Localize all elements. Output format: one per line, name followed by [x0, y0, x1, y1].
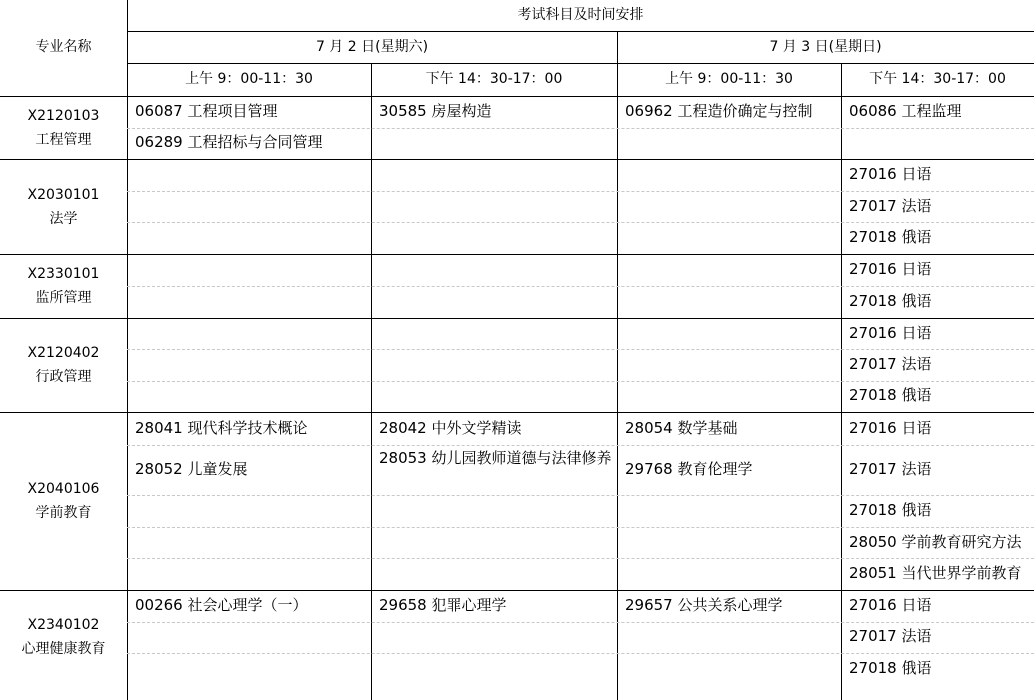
grid-line — [127, 31, 1034, 32]
major-name: 行政管理 — [35, 369, 92, 385]
major-name: 学前教育 — [35, 505, 92, 521]
major-name-cell — [0, 341, 127, 389]
exam-course-entry: 27016 日语 — [849, 596, 932, 614]
exam-course-entry: 29658 犯罪心理学 — [379, 596, 507, 614]
row-divider-dashed — [127, 381, 1034, 382]
major-name: 监所管理 — [35, 290, 92, 306]
exam-course-entry: 27017 法语 — [849, 627, 932, 645]
exam-course-entry: 27017 法语 — [849, 355, 932, 373]
exam-course-entry: 06289 工程招标与合同管理 — [135, 133, 323, 151]
exam-course-entry: 29657 公共关系心理学 — [625, 596, 783, 614]
major-column-header: 专业名称 — [35, 39, 92, 55]
major-name-cell — [0, 613, 127, 661]
row-divider-dashed — [127, 653, 1034, 654]
exam-course-entry: 27016 日语 — [849, 260, 932, 278]
major-code: X2330101 — [27, 266, 100, 282]
exam-course-entry: 28041 现代科学技术概论 — [135, 419, 308, 437]
grid-line — [0, 96, 1034, 97]
row-divider-dashed — [127, 558, 1034, 559]
day2-date: 7 月 3 日(星期日) — [769, 39, 882, 55]
major-code: X2040106 — [27, 481, 100, 497]
exam-course-entry: 27018 俄语 — [849, 501, 932, 519]
exam-course-entry: 06086 工程监理 — [849, 102, 962, 120]
major-name: 心理健康教育 — [21, 641, 106, 657]
row-divider-dashed — [127, 222, 1034, 223]
day1-am-header: 上午 9：00-11：30 — [185, 71, 313, 87]
exam-course-entry: 27018 俄语 — [849, 386, 932, 404]
exam-course-entry: 28050 学前教育研究方法 — [849, 533, 1022, 551]
grid-line — [127, 63, 1034, 64]
row-divider-dashed — [127, 286, 1034, 287]
major-name-cell — [0, 262, 127, 310]
grid-line — [0, 590, 1034, 591]
row-divider-dashed — [127, 622, 1034, 623]
exam-course-entry: 00266 社会心理学（一） — [135, 596, 308, 614]
exam-course-entry: 28042 中外文学精读 — [379, 419, 522, 437]
grid-line — [617, 31, 618, 700]
day1-date: 7 月 2 日(星期六) — [315, 39, 429, 55]
row-divider-dashed — [127, 445, 1034, 446]
exam-course-entry: 27018 俄语 — [849, 659, 932, 677]
exam-course-entry: 27016 日语 — [849, 165, 932, 183]
exam-course-entry: 28054 数学基础 — [625, 419, 738, 437]
exam-course-entry: 28052 儿童发展 — [135, 460, 248, 478]
schedule-title: 考试科目及时间安排 — [517, 7, 644, 23]
exam-course-entry: 27018 俄语 — [849, 228, 932, 246]
major-name-cell — [0, 104, 127, 152]
major-name-cell — [0, 477, 127, 525]
major-name: 法学 — [49, 211, 78, 227]
row-divider-dashed — [127, 128, 1034, 129]
exam-course-entry: 28053 幼儿园教师道德与法律修养 — [379, 449, 612, 467]
day1-pm-header: 下午 14：30-17：00 — [425, 71, 563, 87]
major-name: 工程管理 — [35, 132, 92, 148]
exam-course-entry: 27016 日语 — [849, 419, 932, 437]
row-divider-dashed — [127, 349, 1034, 350]
major-code: X2340102 — [27, 617, 100, 633]
exam-course-entry: 06087 工程项目管理 — [135, 102, 278, 120]
day2-am-header: 上午 9：00-11：30 — [665, 71, 793, 87]
grid-line — [0, 159, 1034, 160]
exam-course-entry: 29768 教育伦理学 — [625, 460, 753, 478]
exam-course-entry: 30585 房屋构造 — [379, 102, 492, 120]
exam-course-entry: 27017 法语 — [849, 460, 932, 478]
grid-line — [127, 0, 128, 700]
row-divider-dashed — [127, 191, 1034, 192]
exam-course-entry: 28051 当代世界学前教育 — [849, 564, 1022, 582]
major-name-cell — [0, 183, 127, 231]
exam-course-entry: 27018 俄语 — [849, 292, 932, 310]
grid-line — [0, 412, 1034, 413]
major-code: X2030101 — [27, 187, 100, 203]
exam-course-entry: 27016 日语 — [849, 324, 932, 342]
grid-line — [0, 254, 1034, 255]
row-divider-dashed — [127, 495, 1034, 496]
major-code: X2120402 — [27, 345, 100, 361]
grid-line — [0, 318, 1034, 319]
exam-course-entry: 06962 工程造价确定与控制 — [625, 102, 813, 120]
row-divider-dashed — [127, 527, 1034, 528]
major-code: X2120103 — [27, 108, 100, 124]
exam-course-entry: 27017 法语 — [849, 197, 932, 215]
day2-pm-header: 下午 14：30-17：00 — [869, 71, 1006, 87]
